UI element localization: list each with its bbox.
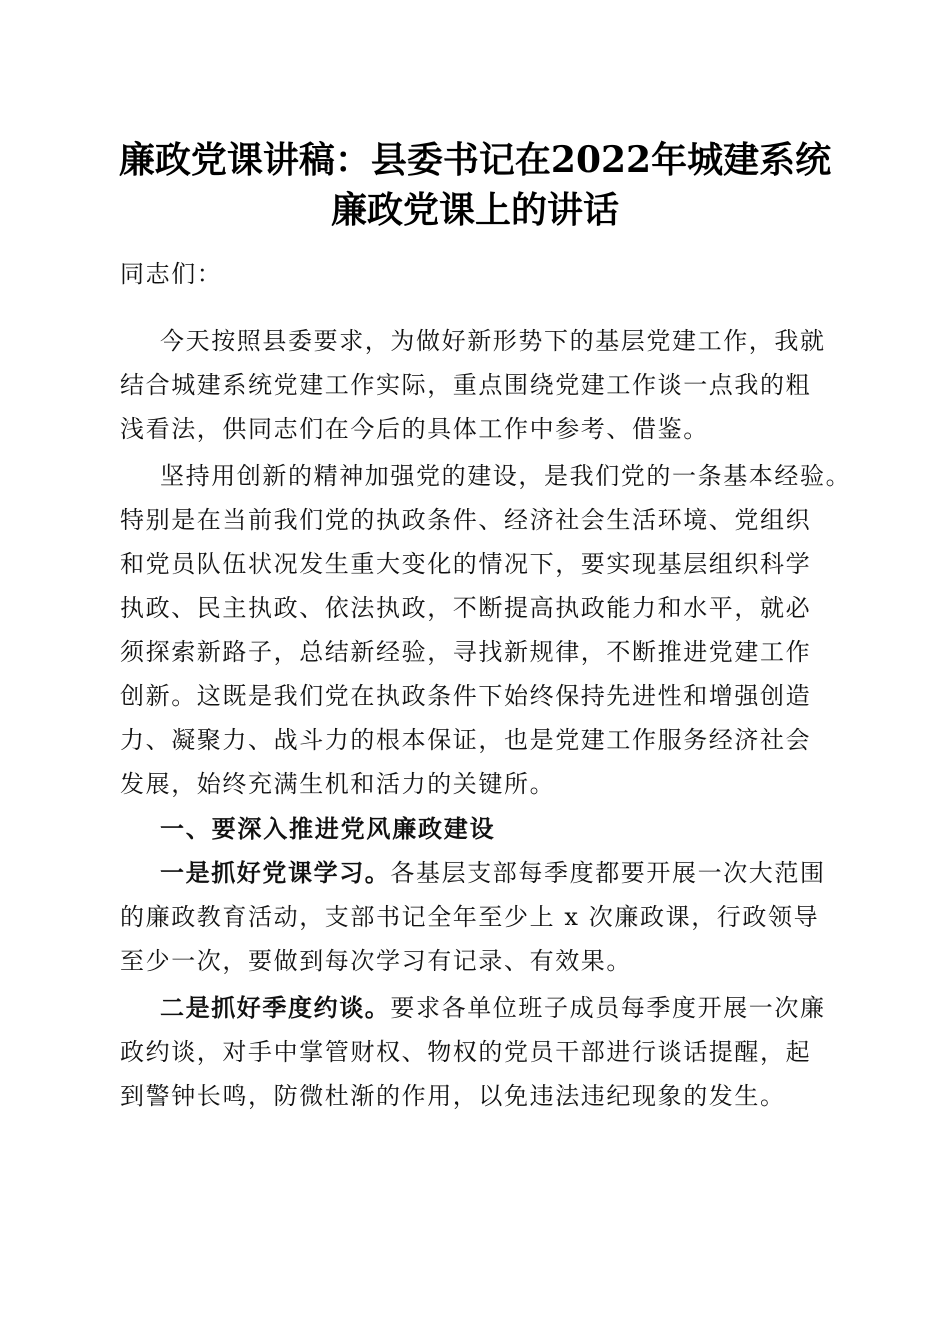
- item-quarterly-talks: [120, 986, 835, 1118]
- paragraph-line: 创新。这既是我们党在执政条件下始终保持先进性和增强创造: [120, 682, 812, 710]
- document-title-line-1: 廉政党课讲稿：县委书记在2022年城建系统: [118, 139, 832, 181]
- item-text: 要求各单位班子成员每季度开展一次廉: [390, 994, 826, 1022]
- paragraph-line: 和党员队伍状况发生重大变化的情况下，要实现基层组织科学: [120, 550, 812, 578]
- paragraph-line: 的廉政教育活动，支部书记全年至少上 x 次廉政课，行政领导: [120, 903, 820, 931]
- item-party-lessons: [120, 851, 835, 983]
- paragraph-intro: [120, 319, 835, 451]
- paragraph-line: 至少一次，要做到每次学习有记录、有效果。: [120, 947, 632, 975]
- paragraph-line: 到警钟长鸣，防微杜渐的作用，以免违法违纪现象的发生。: [120, 1082, 786, 1110]
- item-lead: 二是抓好季度约谈。: [160, 993, 391, 1022]
- paragraph-line: 特别是在当前我们党的执政条件、经济社会生活环境、党组织: [120, 506, 812, 534]
- section-heading-text: 一、要深入推进党风廉政建设: [160, 814, 496, 843]
- paragraph-line: 执政、民主执政、依法执政，不断提高执政能力和水平，就必: [120, 594, 812, 622]
- paragraph-line: 发展，始终充满生机和活力的关键所。: [120, 770, 556, 798]
- salutation: 同志们：: [120, 260, 223, 288]
- paragraph-line: 浅看法，供同志们在今后的具体工作中参考、借鉴。: [120, 415, 709, 443]
- paragraph-line: 政约谈，对手中掌管财权、物权的党员干部进行谈话提醒，起: [120, 1038, 812, 1066]
- paragraph-line: 今天按照县委要求，为做好新形势下的基层党建工作，我就: [160, 327, 826, 355]
- paragraph-line: [120, 851, 835, 895]
- document-title-line-2: 廉政党课上的讲话: [330, 189, 619, 231]
- paragraph-line: 坚持用创新的精神加强党的建设，是我们党的一条基本经验。: [160, 462, 852, 490]
- paragraph-innovation: [120, 454, 852, 806]
- paragraph-line: [120, 986, 835, 1030]
- paragraph-line: 力、凝聚力、战斗力的根本保证，也是党建工作服务经济社会: [120, 726, 812, 754]
- paragraph-line: 结合城建系统党建工作实际，重点围绕党建工作谈一点我的粗: [120, 371, 812, 399]
- item-text: 各基层支部每季度都要开展一次大范围: [390, 859, 826, 887]
- item-lead: 一是抓好党课学习。: [160, 858, 391, 887]
- section-heading: [120, 807, 835, 851]
- paragraph-line: 须探索新路子，总结新经验，寻找新规律，不断推进党建工作: [120, 638, 812, 666]
